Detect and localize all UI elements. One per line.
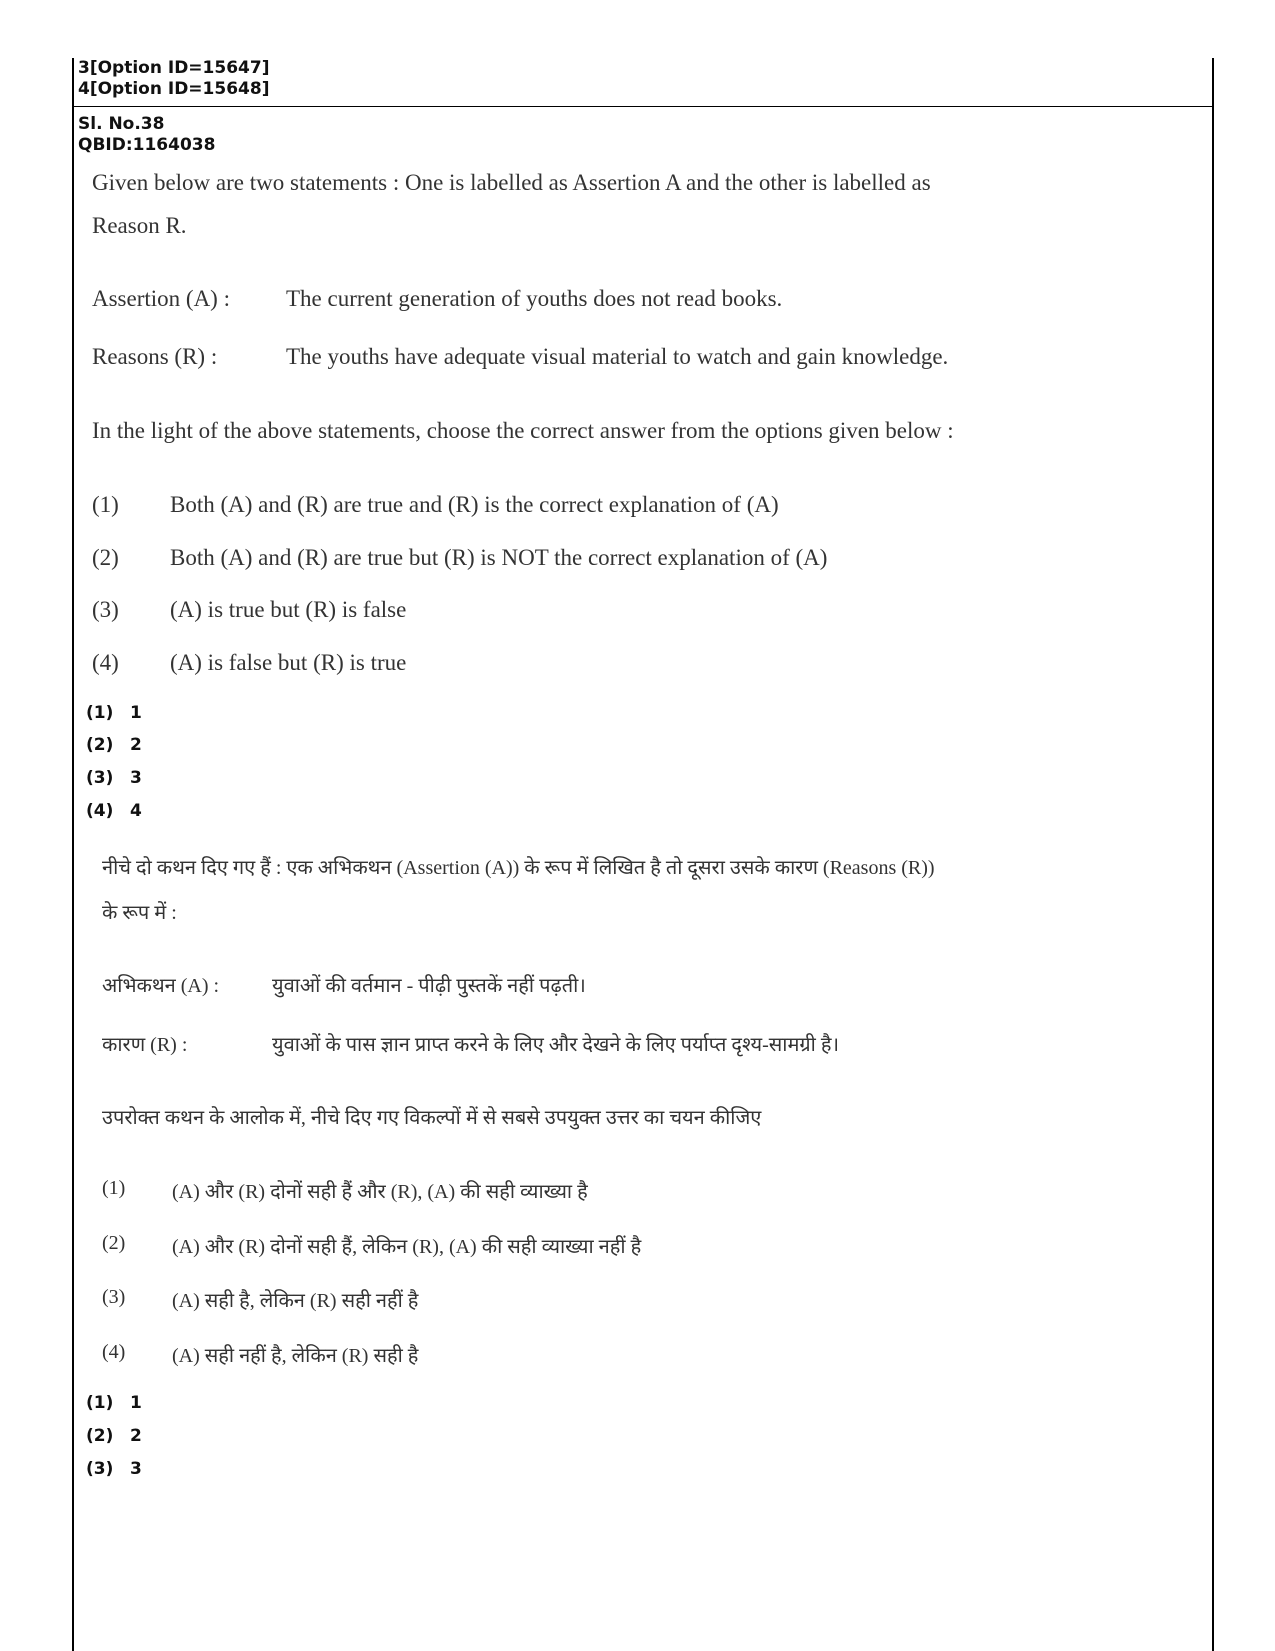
hindi-intro-line-2: के रूप में :	[102, 902, 177, 924]
answer-option-3-value: 3	[130, 768, 142, 788]
english-option-1-number: (1)	[92, 492, 119, 517]
question-header	[78, 114, 215, 156]
serial-number: Sl. No.38	[78, 114, 165, 134]
hindi-option-2-number: (2)	[102, 1232, 126, 1254]
answer-option-2-value: 2	[130, 735, 142, 755]
english-reason-label: Reasons (R) :	[92, 344, 218, 369]
hindi-assertion-text: युवाओं की वर्तमान - पीढ़ी पुस्तकें नहीं पढ़ती।	[272, 975, 586, 997]
answer-option-3[interactable]	[86, 768, 142, 788]
answer-option-1-hindi[interactable]	[86, 1393, 142, 1413]
english-option-4-text: (A) is false but (R) is true	[170, 650, 407, 675]
hindi-intro-line-1: नीचे दो कथन दिए गए हैं : एक अभिकथन (Assertion (A)) के रूप में लिखित है तो दूसरा उसके कारण (Reasons (R))	[102, 857, 935, 879]
answer-option-4[interactable]	[86, 801, 142, 821]
answer-option-2[interactable]	[86, 735, 142, 755]
option-id-header	[78, 58, 269, 100]
answer-option-1-value: 1	[130, 703, 142, 723]
hindi-option-4-text: (A) सही नहीं है, लेकिन (R) सही है	[172, 1345, 419, 1367]
english-instruction: In the light of the above statements, choose the correct answer from the options given below :	[92, 418, 954, 443]
answer-option-2-hindi[interactable]	[86, 1426, 142, 1446]
english-intro-line-1: Given below are two statements : One is labelled as Assertion A and the other is labelled as	[92, 170, 931, 195]
hindi-option-3-text: (A) सही है, लेकिन (R) सही नहीं है	[172, 1290, 419, 1312]
answer-option-3-hindi-number: (3)	[86, 1459, 114, 1479]
answer-option-1-number: (1)	[86, 703, 114, 723]
answer-option-3-hindi-value: 3	[130, 1459, 142, 1479]
question-bank-id: QBID:1164038	[78, 135, 216, 155]
english-assertion-text: The current generation of youths does not read books.	[286, 286, 783, 311]
answer-option-2-hindi-value: 2	[130, 1426, 142, 1446]
english-assertion-label: Assertion (A) :	[92, 286, 230, 311]
answer-option-2-hindi-number: (2)	[86, 1426, 114, 1446]
answer-option-3-number: (3)	[86, 768, 114, 788]
hindi-option-1-text: (A) और (R) दोनों सही हैं और (R), (A) की सही व्याख्या है	[172, 1181, 588, 1203]
answer-option-1-hindi-number: (1)	[86, 1393, 114, 1413]
header-divider	[74, 106, 1212, 107]
hindi-reason-text: युवाओं के पास ज्ञान प्राप्त करने के लिए और देखने के लिए पर्याप्त दृश्य-सामग्री है।	[272, 1034, 840, 1056]
answer-option-4-value: 4	[130, 801, 142, 821]
hindi-assertion-label: अभिकथन (A) :	[102, 975, 220, 997]
answer-option-3-hindi[interactable]	[86, 1459, 142, 1479]
option-id-line-4: 4[Option ID=15648]	[78, 79, 270, 99]
english-option-2-number: (2)	[92, 545, 119, 570]
hindi-option-1-number: (1)	[102, 1177, 126, 1199]
english-reason-text: The youths have adequate visual material to watch and gain knowledge.	[286, 344, 949, 369]
option-id-line-3: 3[Option ID=15647]	[78, 58, 270, 78]
answer-option-1-hindi-value: 1	[130, 1393, 142, 1413]
hindi-option-2-text: (A) और (R) दोनों सही हैं, लेकिन (R), (A) की सही व्याख्या नहीं है	[172, 1236, 642, 1258]
english-option-2-text: Both (A) and (R) are true but (R) is NOT the correct explanation of (A)	[170, 545, 828, 570]
question-page	[72, 58, 1214, 1651]
english-option-1-text: Both (A) and (R) are true and (R) is the correct explanation of (A)	[170, 492, 779, 517]
english-option-3-number: (3)	[92, 597, 119, 622]
answer-option-2-number: (2)	[86, 735, 114, 755]
english-option-4-number: (4)	[92, 650, 119, 675]
answer-option-1[interactable]	[86, 703, 142, 723]
english-intro-line-2: Reason R.	[92, 213, 187, 238]
hindi-instruction: उपरोक्त कथन के आलोक में, नीचे दिए गए विकल्पों में से सबसे उपयुक्त उत्तर का चयन कीजिए	[102, 1107, 762, 1129]
english-option-3-text: (A) is true but (R) is false	[170, 597, 407, 622]
hindi-option-4-number: (4)	[102, 1341, 126, 1363]
hindi-option-3-number: (3)	[102, 1286, 126, 1308]
answer-option-4-number: (4)	[86, 801, 114, 821]
hindi-reason-label: कारण (R) :	[102, 1034, 188, 1056]
